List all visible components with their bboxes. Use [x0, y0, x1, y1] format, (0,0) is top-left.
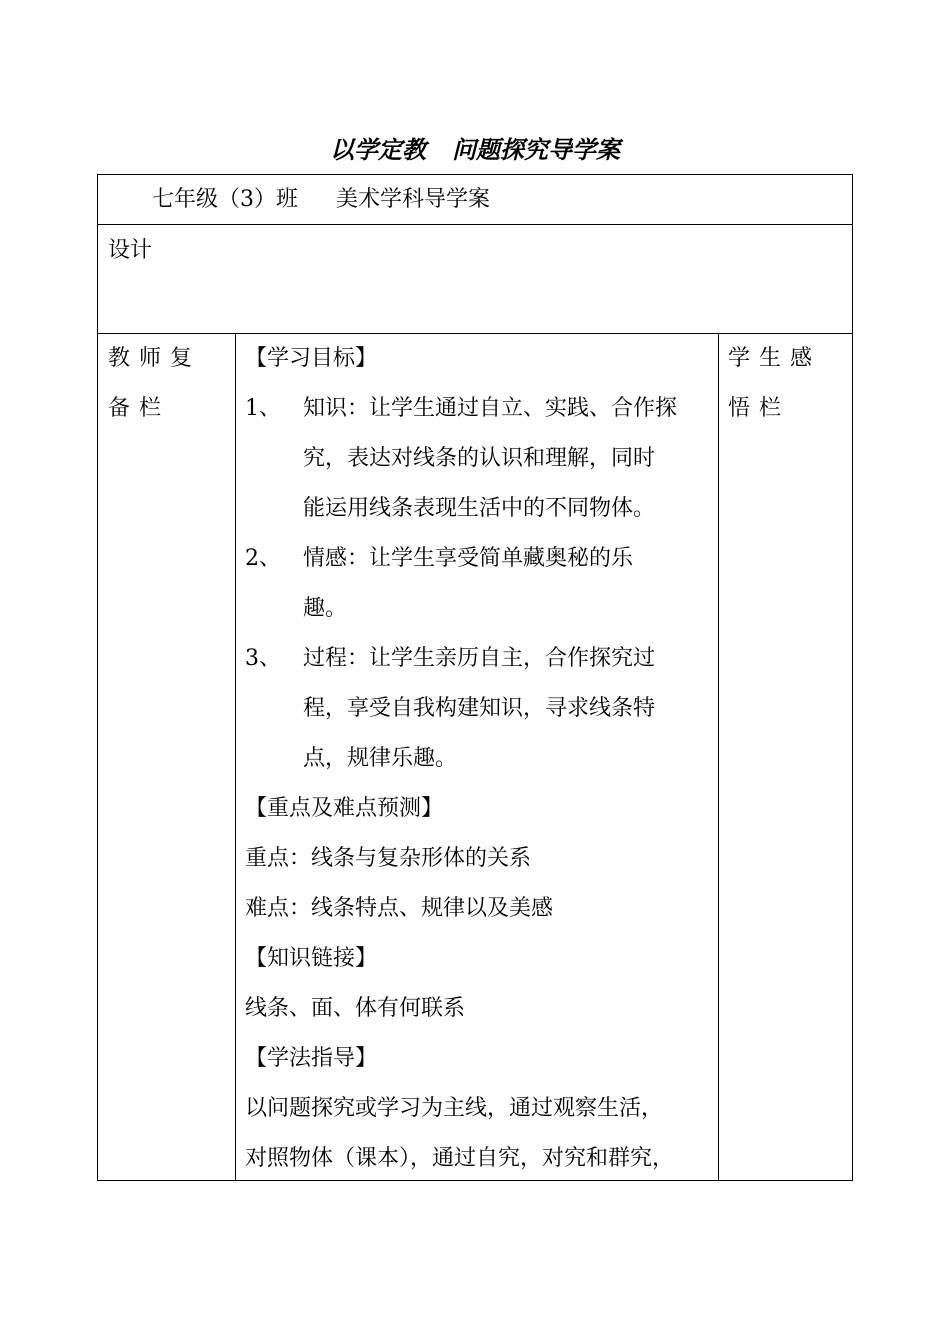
- objective-number: 1、: [245, 396, 281, 421]
- objectives-heading: 【学习目标】: [245, 346, 378, 371]
- title-part1: 以学定教: [330, 135, 426, 164]
- objective-line: 究，表达对线条的认识和理解，同时: [303, 446, 656, 471]
- class-subject-line: [152, 175, 490, 225]
- table-divider-teacher: [235, 333, 236, 1181]
- objective-item: [245, 384, 710, 534]
- objective-line: 趣。: [303, 596, 348, 621]
- link-heading: 【知识链接】: [245, 946, 378, 971]
- objective-line: 过程：让学生亲历自主，合作探究过: [303, 646, 656, 671]
- objective-item: [245, 534, 710, 634]
- method-heading: 【学法指导】: [245, 1046, 378, 1071]
- keypoints-heading: 【重点及难点预测】: [245, 796, 444, 821]
- objective-line: 能运用线条表现生活中的不同物体。: [303, 496, 656, 521]
- table-divider-student: [718, 333, 719, 1181]
- objective-number: 2、: [245, 546, 281, 571]
- objective-number: 3、: [245, 646, 281, 671]
- table-border-left: [97, 174, 98, 1181]
- objective-line: 点，规律乐趣。: [303, 746, 458, 771]
- method-line: 以问题探究或学习为主线，通过观察生活，: [245, 1096, 664, 1121]
- student-reflection-column: 学生感悟栏: [728, 346, 822, 421]
- objective-line: 程，享受自我构建知识，寻求线条特: [303, 696, 656, 721]
- objective-line: 情感：让学生享受简单藏奥秘的乐: [303, 546, 634, 571]
- objective-line: 知识：让学生通过自立、实践、合作探: [303, 396, 678, 421]
- design-label: 设计: [108, 238, 153, 263]
- key-point: 重点：线条与复杂形体的关系: [245, 846, 532, 871]
- title-part2: 问题探究导学案: [452, 135, 620, 164]
- teacher-review-column: 教师复备栏: [108, 346, 202, 421]
- objective-item: [245, 634, 710, 784]
- method-line: 对照物体（课本），通过自究，对究和群究，: [245, 1146, 675, 1171]
- page-title: [0, 130, 950, 170]
- main-content: [245, 334, 710, 1184]
- link-text: 线条、面、体有何联系: [245, 996, 466, 1021]
- difficult-point: 难点：线条特点、规律以及美感: [245, 896, 554, 921]
- class-name: 七年级（3）班: [152, 187, 298, 212]
- subject-name: 美术学科导学案: [336, 187, 491, 212]
- table-border-right: [852, 174, 853, 1181]
